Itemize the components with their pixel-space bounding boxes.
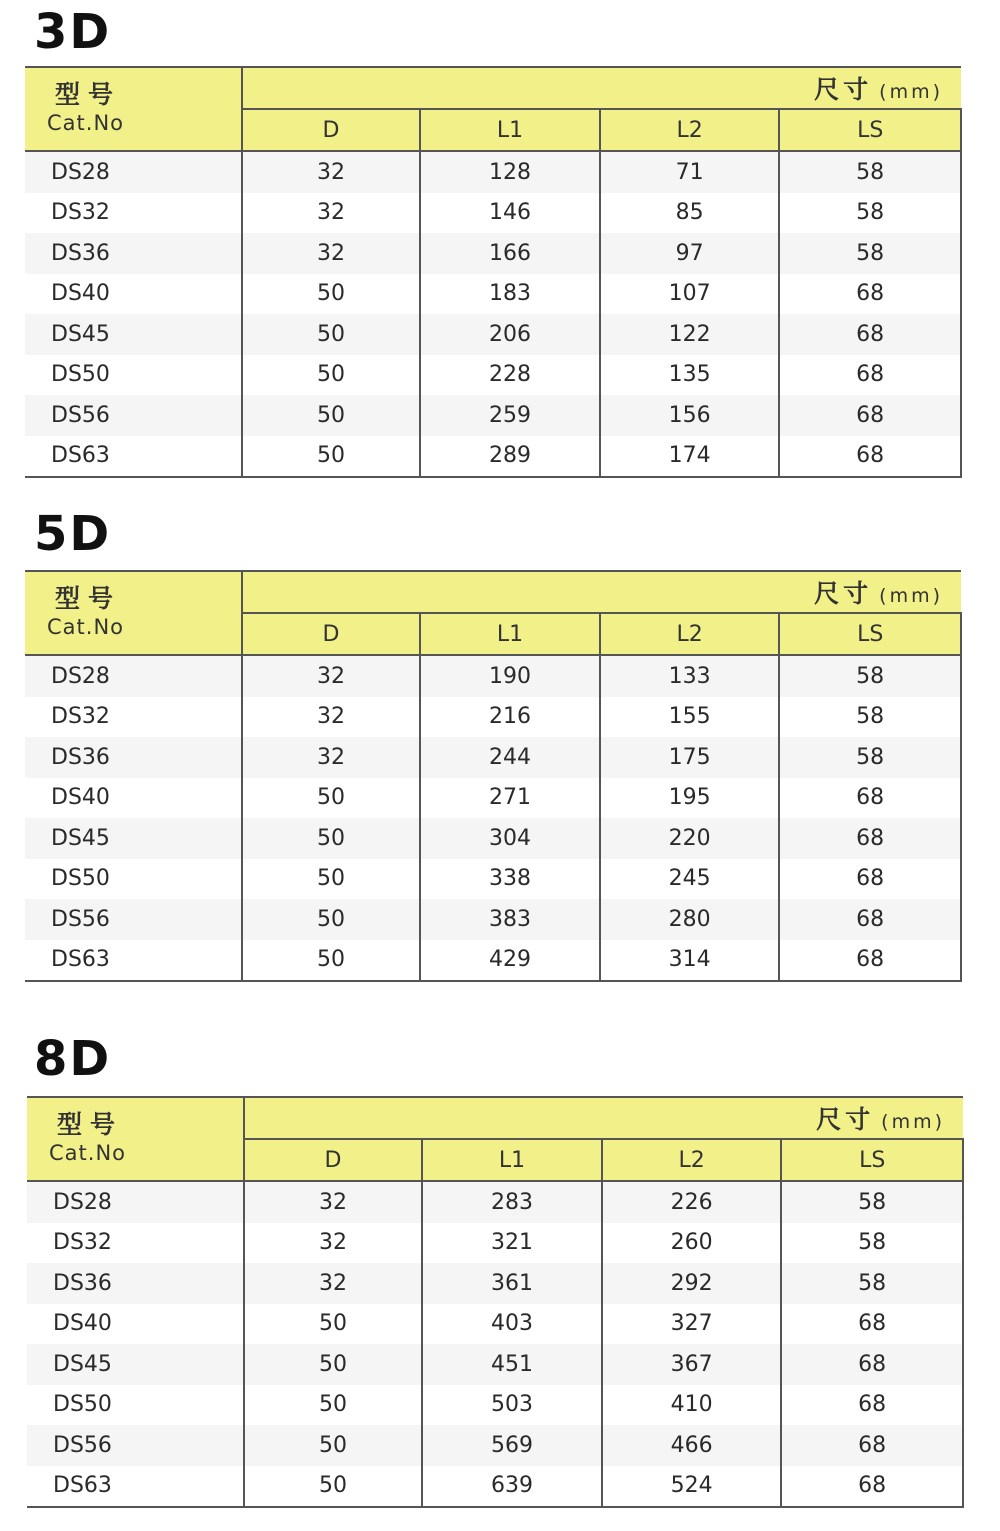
value-cell: 58 [779, 697, 961, 738]
table-row [25, 940, 961, 982]
model-label-cn: 型号 [55, 584, 122, 613]
size-label-cn: 尺寸 [814, 579, 873, 608]
cat-no-cell: DS45 [25, 314, 242, 355]
value-cell: 68 [779, 859, 961, 900]
value-cell: 50 [242, 899, 421, 940]
table-row [27, 1466, 963, 1508]
value-cell: 50 [242, 395, 421, 436]
column-header: L1 [420, 109, 600, 151]
section-title: 8D [34, 1031, 112, 1087]
value-cell: 244 [420, 737, 600, 778]
cat-no-cell: DS50 [25, 859, 242, 900]
size-header [244, 1097, 963, 1139]
table-row [25, 151, 961, 193]
value-cell: 68 [779, 818, 961, 859]
model-label-cn: 型号 [57, 1110, 124, 1139]
cat-no-cell: DS36 [27, 1263, 244, 1304]
size-label-cn: 尺寸 [816, 1105, 875, 1134]
cat-no-cell: DS45 [25, 818, 242, 859]
value-cell: 50 [242, 859, 421, 900]
value-cell: 32 [242, 737, 421, 778]
value-cell: 304 [420, 818, 600, 859]
value-cell: 50 [244, 1304, 423, 1345]
value-cell: 175 [600, 737, 780, 778]
table-row [27, 1344, 963, 1385]
column-header: L1 [420, 613, 600, 655]
value-cell: 216 [420, 697, 600, 738]
model-label-cn: 型号 [55, 80, 122, 109]
value-cell: 122 [600, 314, 780, 355]
table-row [25, 778, 961, 819]
value-cell: 289 [420, 436, 600, 478]
value-cell: 68 [779, 314, 961, 355]
value-cell: 260 [602, 1223, 782, 1264]
model-label-en: Cat.No [47, 111, 124, 135]
size-unit: (mm) [881, 1111, 945, 1133]
value-cell: 292 [602, 1263, 782, 1304]
cat-no-header [25, 67, 242, 151]
value-cell: 429 [420, 940, 600, 982]
table-row [27, 1385, 963, 1426]
column-header: LS [781, 1139, 963, 1181]
value-cell: 367 [602, 1344, 782, 1385]
value-cell: 283 [422, 1181, 602, 1223]
value-cell: 50 [242, 355, 421, 396]
value-cell: 68 [781, 1385, 963, 1426]
cat-no-cell: DS32 [25, 697, 242, 738]
value-cell: 383 [420, 899, 600, 940]
value-cell: 50 [242, 818, 421, 859]
value-cell: 58 [779, 151, 961, 193]
value-cell: 58 [779, 233, 961, 274]
value-cell: 68 [781, 1304, 963, 1345]
table-row [25, 655, 961, 697]
value-cell: 32 [242, 655, 421, 697]
value-cell: 85 [600, 193, 780, 234]
value-cell: 50 [242, 436, 421, 478]
value-cell: 58 [781, 1263, 963, 1304]
table-row [25, 193, 961, 234]
cat-no-cell: DS63 [27, 1466, 244, 1508]
cat-no-cell: DS28 [25, 655, 242, 697]
value-cell: 58 [781, 1181, 963, 1223]
cat-no-cell: DS56 [25, 899, 242, 940]
table-row [25, 395, 961, 436]
size-unit: (mm) [879, 585, 943, 607]
value-cell: 451 [422, 1344, 602, 1385]
cat-no-cell: DS50 [25, 355, 242, 396]
cat-no-header [27, 1097, 244, 1181]
value-cell: 321 [422, 1223, 602, 1264]
value-cell: 271 [420, 778, 600, 819]
cat-no-cell: DS45 [27, 1344, 244, 1385]
value-cell: 50 [242, 274, 421, 315]
cat-no-cell: DS36 [25, 233, 242, 274]
cat-no-cell: DS63 [25, 940, 242, 982]
value-cell: 50 [244, 1385, 423, 1426]
column-header: LS [779, 613, 961, 655]
table-row [27, 1263, 963, 1304]
column-header: D [242, 613, 421, 655]
value-cell: 58 [779, 737, 961, 778]
table-row [25, 697, 961, 738]
value-cell: 32 [244, 1223, 423, 1264]
size-header [242, 571, 961, 613]
cat-no-cell: DS40 [25, 778, 242, 819]
value-cell: 68 [779, 355, 961, 396]
value-cell: 206 [420, 314, 600, 355]
value-cell: 68 [779, 436, 961, 478]
value-cell: 174 [600, 436, 780, 478]
table-row [25, 274, 961, 315]
table-row [25, 314, 961, 355]
value-cell: 410 [602, 1385, 782, 1426]
column-header: LS [779, 109, 961, 151]
cat-no-cell: DS32 [25, 193, 242, 234]
value-cell: 50 [244, 1344, 423, 1385]
spec-table [27, 1096, 964, 1508]
value-cell: 166 [420, 233, 600, 274]
value-cell: 220 [600, 818, 780, 859]
value-cell: 195 [600, 778, 780, 819]
value-cell: 259 [420, 395, 600, 436]
section-title: 5D [34, 506, 112, 562]
value-cell: 68 [781, 1425, 963, 1466]
value-cell: 58 [779, 193, 961, 234]
value-cell: 71 [600, 151, 780, 193]
value-cell: 314 [600, 940, 780, 982]
value-cell: 135 [600, 355, 780, 396]
table-row [25, 737, 961, 778]
value-cell: 361 [422, 1263, 602, 1304]
value-cell: 327 [602, 1304, 782, 1345]
cat-no-cell: DS36 [25, 737, 242, 778]
value-cell: 50 [242, 778, 421, 819]
value-cell: 32 [242, 233, 421, 274]
column-header: L2 [600, 109, 780, 151]
cat-no-cell: DS32 [27, 1223, 244, 1264]
column-header: D [242, 109, 421, 151]
value-cell: 133 [600, 655, 780, 697]
value-cell: 524 [602, 1466, 782, 1508]
value-cell: 226 [602, 1181, 782, 1223]
column-header: L2 [600, 613, 780, 655]
model-label-en: Cat.No [49, 1141, 126, 1165]
value-cell: 403 [422, 1304, 602, 1345]
size-label-cn: 尺寸 [814, 75, 873, 104]
value-cell: 68 [779, 395, 961, 436]
column-header: L1 [422, 1139, 602, 1181]
value-cell: 68 [781, 1344, 963, 1385]
value-cell: 68 [779, 778, 961, 819]
value-cell: 68 [781, 1466, 963, 1508]
value-cell: 58 [781, 1223, 963, 1264]
value-cell: 183 [420, 274, 600, 315]
table-row [27, 1425, 963, 1466]
value-cell: 68 [779, 899, 961, 940]
value-cell: 190 [420, 655, 600, 697]
value-cell: 639 [422, 1466, 602, 1508]
value-cell: 50 [242, 940, 421, 982]
size-unit: (mm) [879, 81, 943, 103]
cat-no-cell: DS28 [25, 151, 242, 193]
section-title: 3D [34, 4, 112, 60]
table-row [25, 859, 961, 900]
table-row [27, 1223, 963, 1264]
cat-no-cell: DS56 [25, 395, 242, 436]
spec-table [25, 570, 962, 982]
table-row [25, 818, 961, 859]
value-cell: 32 [242, 151, 421, 193]
value-cell: 50 [244, 1425, 423, 1466]
value-cell: 50 [242, 314, 421, 355]
value-cell: 97 [600, 233, 780, 274]
value-cell: 50 [244, 1466, 423, 1508]
value-cell: 32 [244, 1263, 423, 1304]
value-cell: 128 [420, 151, 600, 193]
value-cell: 466 [602, 1425, 782, 1466]
table-row [25, 233, 961, 274]
value-cell: 32 [244, 1181, 423, 1223]
column-header: L2 [602, 1139, 782, 1181]
value-cell: 503 [422, 1385, 602, 1426]
value-cell: 156 [600, 395, 780, 436]
cat-no-cell: DS40 [25, 274, 242, 315]
value-cell: 107 [600, 274, 780, 315]
cat-no-cell: DS63 [25, 436, 242, 478]
cat-no-cell: DS28 [27, 1181, 244, 1223]
value-cell: 245 [600, 859, 780, 900]
value-cell: 155 [600, 697, 780, 738]
value-cell: 280 [600, 899, 780, 940]
table-row [25, 436, 961, 478]
cat-no-cell: DS50 [27, 1385, 244, 1426]
table-row [27, 1181, 963, 1223]
cat-no-cell: DS40 [27, 1304, 244, 1345]
table-row [27, 1304, 963, 1345]
value-cell: 32 [242, 697, 421, 738]
table-row [25, 355, 961, 396]
value-cell: 228 [420, 355, 600, 396]
cat-no-header [25, 571, 242, 655]
value-cell: 32 [242, 193, 421, 234]
model-label-en: Cat.No [47, 615, 124, 639]
size-header [242, 67, 961, 109]
value-cell: 146 [420, 193, 600, 234]
spec-table [25, 66, 962, 478]
value-cell: 58 [779, 655, 961, 697]
value-cell: 68 [779, 940, 961, 982]
table-row [25, 899, 961, 940]
cat-no-cell: DS56 [27, 1425, 244, 1466]
column-header: D [244, 1139, 423, 1181]
value-cell: 68 [779, 274, 961, 315]
value-cell: 569 [422, 1425, 602, 1466]
value-cell: 338 [420, 859, 600, 900]
